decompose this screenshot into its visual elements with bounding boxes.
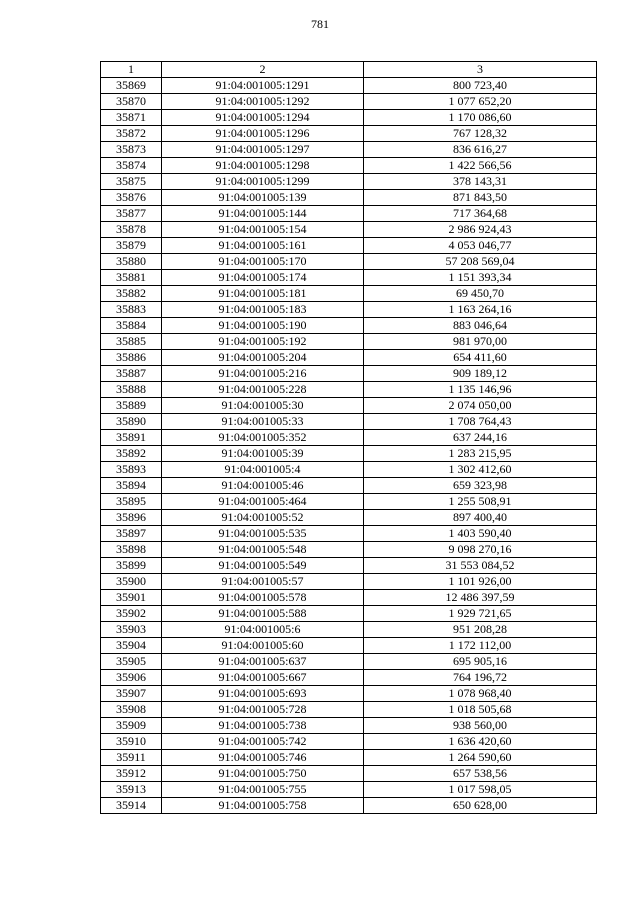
cadastral-number-cell: 91:04:001005:535 <box>162 526 364 542</box>
table-row <box>101 542 597 558</box>
row-number-cell: 35876 <box>101 190 162 206</box>
row-number-cell: 35874 <box>101 158 162 174</box>
table-row <box>101 142 597 158</box>
row-number-cell: 35893 <box>101 462 162 478</box>
row-number-cell: 35891 <box>101 430 162 446</box>
cadastral-number-cell: 91:04:001005:588 <box>162 606 364 622</box>
value-cell: 1 135 146,96 <box>364 382 597 398</box>
value-cell: 767 128,32 <box>364 126 597 142</box>
table-row <box>101 526 597 542</box>
table-row <box>101 590 597 606</box>
cadastral-number-cell: 91:04:001005:667 <box>162 670 364 686</box>
value-cell: 1 636 420,60 <box>364 734 597 750</box>
table-body <box>101 78 597 814</box>
value-cell: 57 208 569,04 <box>364 254 597 270</box>
table-row <box>101 222 597 238</box>
row-number-cell: 35895 <box>101 494 162 510</box>
cadastral-number-cell: 91:04:001005:758 <box>162 798 364 814</box>
page-number: 781 <box>311 17 329 31</box>
cadastral-number-cell: 91:04:001005:216 <box>162 366 364 382</box>
row-number-cell: 35884 <box>101 318 162 334</box>
table-row <box>101 302 597 318</box>
row-number-cell: 35872 <box>101 126 162 142</box>
cadastral-number-cell: 91:04:001005:139 <box>162 190 364 206</box>
row-number-cell: 35889 <box>101 398 162 414</box>
row-number-cell: 35875 <box>101 174 162 190</box>
cadastral-number-cell: 91:04:001005:228 <box>162 382 364 398</box>
row-number-cell: 35906 <box>101 670 162 686</box>
cadastral-number-cell: 91:04:001005:464 <box>162 494 364 510</box>
table-row <box>101 510 597 526</box>
cadastral-number-cell: 91:04:001005:1299 <box>162 174 364 190</box>
row-number-cell: 35900 <box>101 574 162 590</box>
table-row <box>101 574 597 590</box>
value-cell: 1 163 264,16 <box>364 302 597 318</box>
cadastral-number-cell: 91:04:001005:46 <box>162 478 364 494</box>
row-number-cell: 35881 <box>101 270 162 286</box>
value-cell: 9 098 270,16 <box>364 542 597 558</box>
cadastral-number-cell: 91:04:001005:30 <box>162 398 364 414</box>
cadastral-number-cell: 91:04:001005:33 <box>162 414 364 430</box>
table-row <box>101 702 597 718</box>
column-header-3: 3 <box>364 62 597 78</box>
cadastral-number-cell: 91:04:001005:693 <box>162 686 364 702</box>
cadastral-number-cell: 91:04:001005:742 <box>162 734 364 750</box>
cadastral-number-cell: 91:04:001005:1297 <box>162 142 364 158</box>
value-cell: 764 196,72 <box>364 670 597 686</box>
cadastral-number-cell: 91:04:001005:60 <box>162 638 364 654</box>
value-cell: 1 708 764,43 <box>364 414 597 430</box>
value-cell: 12 486 397,59 <box>364 590 597 606</box>
table-row <box>101 174 597 190</box>
value-cell: 1 929 721,65 <box>364 606 597 622</box>
row-number-cell: 35871 <box>101 110 162 126</box>
table-row <box>101 366 597 382</box>
cadastral-number-cell: 91:04:001005:548 <box>162 542 364 558</box>
row-number-cell: 35890 <box>101 414 162 430</box>
table-row <box>101 494 597 510</box>
table-row <box>101 670 597 686</box>
value-cell: 2 986 924,43 <box>364 222 597 238</box>
cadastral-number-cell: 91:04:001005:57 <box>162 574 364 590</box>
row-number-cell: 35898 <box>101 542 162 558</box>
value-cell: 657 538,56 <box>364 766 597 782</box>
value-cell: 981 970,00 <box>364 334 597 350</box>
table-row <box>101 414 597 430</box>
table-row <box>101 734 597 750</box>
value-cell: 1 283 215,95 <box>364 446 597 462</box>
row-number-cell: 35899 <box>101 558 162 574</box>
value-cell: 31 553 084,52 <box>364 558 597 574</box>
table-row <box>101 94 597 110</box>
table-row <box>101 190 597 206</box>
table-row <box>101 318 597 334</box>
row-number-cell: 35885 <box>101 334 162 350</box>
value-cell: 637 244,16 <box>364 430 597 446</box>
value-cell: 938 560,00 <box>364 718 597 734</box>
table-row <box>101 446 597 462</box>
table-row <box>101 382 597 398</box>
cadastral-number-cell: 91:04:001005:1296 <box>162 126 364 142</box>
cadastral-number-cell: 91:04:001005:1298 <box>162 158 364 174</box>
table-row <box>101 430 597 446</box>
value-cell: 1 403 590,40 <box>364 526 597 542</box>
value-cell: 654 411,60 <box>364 350 597 366</box>
cadastral-number-cell: 91:04:001005:144 <box>162 206 364 222</box>
cadastral-number-cell: 91:04:001005:746 <box>162 750 364 766</box>
column-header-2: 2 <box>162 62 364 78</box>
value-cell: 1 018 505,68 <box>364 702 597 718</box>
value-cell: 951 208,28 <box>364 622 597 638</box>
cadastral-number-cell: 91:04:001005:204 <box>162 350 364 366</box>
table-row <box>101 686 597 702</box>
cadastral-number-cell: 91:04:001005:190 <box>162 318 364 334</box>
cadastral-value-table <box>100 61 597 814</box>
value-cell: 1 077 652,20 <box>364 94 597 110</box>
value-cell: 883 046,64 <box>364 318 597 334</box>
value-cell: 69 450,70 <box>364 286 597 302</box>
row-number-cell: 35908 <box>101 702 162 718</box>
table-row <box>101 206 597 222</box>
cadastral-number-cell: 91:04:001005:728 <box>162 702 364 718</box>
table-row <box>101 158 597 174</box>
cadastral-number-cell: 91:04:001005:181 <box>162 286 364 302</box>
value-cell: 650 628,00 <box>364 798 597 814</box>
table-row <box>101 270 597 286</box>
table-row <box>101 110 597 126</box>
cadastral-number-cell: 91:04:001005:52 <box>162 510 364 526</box>
cadastral-number-cell: 91:04:001005:4 <box>162 462 364 478</box>
row-number-cell: 35879 <box>101 238 162 254</box>
value-cell: 378 143,31 <box>364 174 597 190</box>
table-row <box>101 462 597 478</box>
row-number-cell: 35897 <box>101 526 162 542</box>
row-number-cell: 35909 <box>101 718 162 734</box>
table-row <box>101 558 597 574</box>
cadastral-number-cell: 91:04:001005:1291 <box>162 78 364 94</box>
cadastral-number-cell: 91:04:001005:170 <box>162 254 364 270</box>
cadastral-number-cell: 91:04:001005:161 <box>162 238 364 254</box>
row-number-cell: 35883 <box>101 302 162 318</box>
table-row <box>101 782 597 798</box>
row-number-cell: 35880 <box>101 254 162 270</box>
row-number-cell: 35882 <box>101 286 162 302</box>
table-row <box>101 126 597 142</box>
cadastral-number-cell: 91:04:001005:192 <box>162 334 364 350</box>
row-number-cell: 35870 <box>101 94 162 110</box>
value-cell: 1 151 393,34 <box>364 270 597 286</box>
row-number-cell: 35911 <box>101 750 162 766</box>
table-row <box>101 254 597 270</box>
value-cell: 4 053 046,77 <box>364 238 597 254</box>
row-number-cell: 35892 <box>101 446 162 462</box>
row-number-cell: 35887 <box>101 366 162 382</box>
table-row <box>101 622 597 638</box>
row-number-cell: 35869 <box>101 78 162 94</box>
column-header-1: 1 <box>101 62 162 78</box>
cadastral-number-cell: 91:04:001005:183 <box>162 302 364 318</box>
value-cell: 909 189,12 <box>364 366 597 382</box>
cadastral-number-cell: 91:04:001005:174 <box>162 270 364 286</box>
table-row <box>101 638 597 654</box>
cadastral-number-cell: 91:04:001005:1292 <box>162 94 364 110</box>
row-number-cell: 35877 <box>101 206 162 222</box>
row-number-cell: 35894 <box>101 478 162 494</box>
cadastral-number-cell: 91:04:001005:755 <box>162 782 364 798</box>
value-cell: 695 905,16 <box>364 654 597 670</box>
row-number-cell: 35901 <box>101 590 162 606</box>
row-number-cell: 35910 <box>101 734 162 750</box>
cadastral-number-cell: 91:04:001005:738 <box>162 718 364 734</box>
row-number-cell: 35905 <box>101 654 162 670</box>
value-cell: 1 078 968,40 <box>364 686 597 702</box>
value-cell: 1 170 086,60 <box>364 110 597 126</box>
table-row <box>101 398 597 414</box>
row-number-cell: 35888 <box>101 382 162 398</box>
cadastral-number-cell: 91:04:001005:6 <box>162 622 364 638</box>
value-cell: 659 323,98 <box>364 478 597 494</box>
row-number-cell: 35873 <box>101 142 162 158</box>
cadastral-number-cell: 91:04:001005:39 <box>162 446 364 462</box>
row-number-cell: 35878 <box>101 222 162 238</box>
table-row <box>101 606 597 622</box>
value-cell: 1 101 926,00 <box>364 574 597 590</box>
table-header-row <box>101 62 597 78</box>
cadastral-number-cell: 91:04:001005:352 <box>162 430 364 446</box>
row-number-cell: 35904 <box>101 638 162 654</box>
value-cell: 1 422 566,56 <box>364 158 597 174</box>
table-row <box>101 798 597 814</box>
table-row <box>101 478 597 494</box>
cadastral-number-cell: 91:04:001005:154 <box>162 222 364 238</box>
row-number-cell: 35886 <box>101 350 162 366</box>
cadastral-number-cell: 91:04:001005:578 <box>162 590 364 606</box>
table-row <box>101 654 597 670</box>
value-cell: 1 264 590,60 <box>364 750 597 766</box>
table-row <box>101 350 597 366</box>
row-number-cell: 35896 <box>101 510 162 526</box>
cadastral-number-cell: 91:04:001005:549 <box>162 558 364 574</box>
row-number-cell: 35912 <box>101 766 162 782</box>
row-number-cell: 35913 <box>101 782 162 798</box>
table-row <box>101 78 597 94</box>
value-cell: 897 400,40 <box>364 510 597 526</box>
table-row <box>101 334 597 350</box>
value-cell: 800 723,40 <box>364 78 597 94</box>
table-row <box>101 286 597 302</box>
value-cell: 871 843,50 <box>364 190 597 206</box>
value-cell: 2 074 050,00 <box>364 398 597 414</box>
value-cell: 1 017 598,05 <box>364 782 597 798</box>
value-cell: 1 172 112,00 <box>364 638 597 654</box>
table-row <box>101 238 597 254</box>
row-number-cell: 35903 <box>101 622 162 638</box>
row-number-cell: 35902 <box>101 606 162 622</box>
cadastral-number-cell: 91:04:001005:637 <box>162 654 364 670</box>
cadastral-number-cell: 91:04:001005:750 <box>162 766 364 782</box>
value-cell: 1 255 508,91 <box>364 494 597 510</box>
table-row <box>101 718 597 734</box>
table-row <box>101 750 597 766</box>
value-cell: 717 364,68 <box>364 206 597 222</box>
row-number-cell: 35914 <box>101 798 162 814</box>
cadastral-number-cell: 91:04:001005:1294 <box>162 110 364 126</box>
row-number-cell: 35907 <box>101 686 162 702</box>
value-cell: 1 302 412,60 <box>364 462 597 478</box>
value-cell: 836 616,27 <box>364 142 597 158</box>
table-row <box>101 766 597 782</box>
